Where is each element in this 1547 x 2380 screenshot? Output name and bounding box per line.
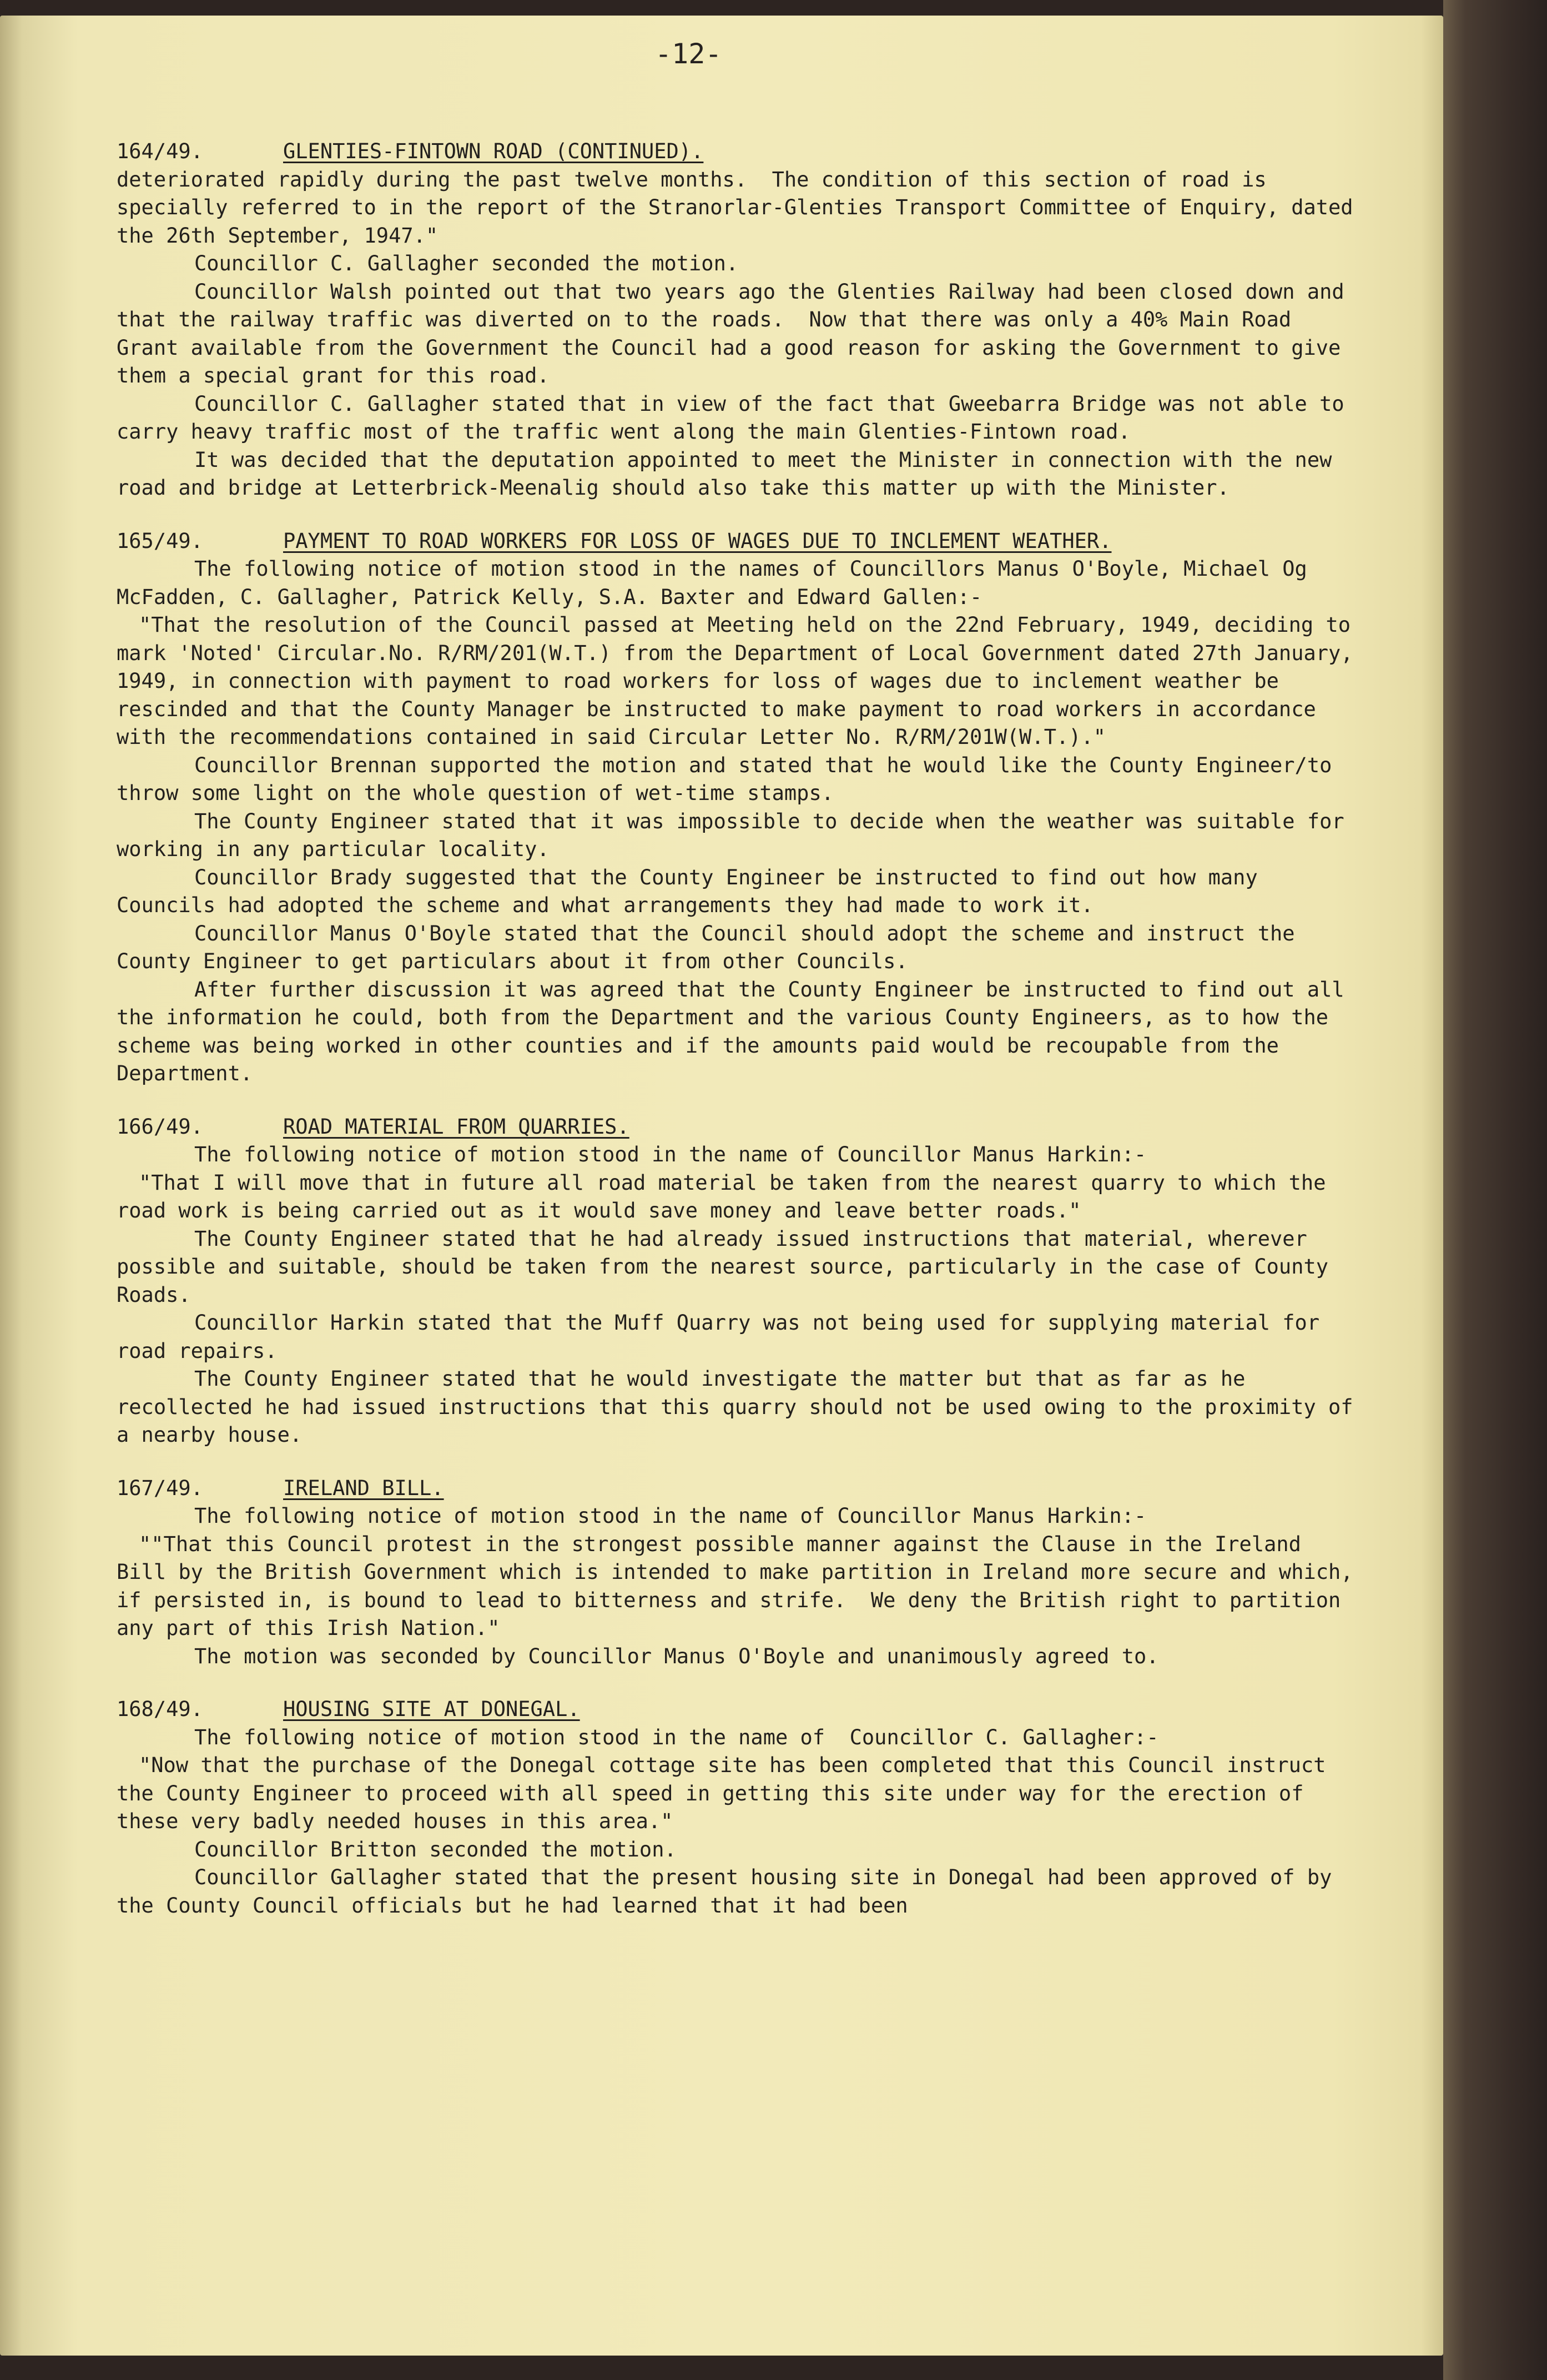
paragraph: Councillor Brennan supported the motion and stated that he would like the County Engineer/to throw some light on the whole question of wet-time stamps. bbox=[117, 753, 1344, 805]
paragraph: It was decided that the deputation appointed to meet the Minister in connection with the new road and bridge at Letterbrick-Meenalig should also take this matter up with the Minister. bbox=[117, 447, 1344, 500]
paragraph: After further discussion it was agreed that the County Engineer be instructed to find out all the information he could, both from the Department and the various County Engineers, as to how the scheme was being worked in other counties and if the amounts paid would be recoupable from the Department. bbox=[117, 977, 1357, 1085]
paragraph: deteriorated rapidly during the past twelve months. The condition of this section of road is specially referred to in the report of the Stranorlar-Glenties Transport Committee of Enquiry, dated the 26th September, 1947." bbox=[117, 167, 1365, 248]
paragraph: Councillor Gallagher stated that the present housing site in Donegal had been approved of by the County Council officials but he had learned that it had been bbox=[117, 1865, 1344, 1918]
section-heading bbox=[117, 1695, 1360, 1724]
minute-number: 168/49. bbox=[117, 1697, 203, 1721]
minute-number: 167/49. bbox=[117, 1476, 203, 1500]
section-title: ROAD MATERIAL FROM QUARRIES. bbox=[283, 1114, 629, 1139]
paragraph: The following notice of motion stood in the names of Councillors Manus O'Boyle, Michael Og McFadden, C. Gallagher, Patrick Kelly, S.A. Baxter and Edward Gallen:- bbox=[117, 557, 1320, 609]
minute-number: 164/49. bbox=[117, 139, 203, 163]
paragraph: The County Engineer stated that he would investigate the matter but that as far as he recollected he had issued instructions that this quarry should not be used owing to the proximity of a nearby house. bbox=[117, 1367, 1365, 1447]
section-title: GLENTIES-FINTOWN ROAD (CONTINUED). bbox=[283, 139, 704, 163]
paragraph: ""That this Council protest in the strongest possible manner against the Clause in the Ireland Bill by the British Government which is intended to make partition in Ireland more secure and which, if persisted in, is bound to lead to bitterness and strife. We deny the British right to partition any part of this Irish Nation." bbox=[117, 1532, 1365, 1640]
paragraph: Councillor Brady suggested that the County Engineer be instructed to find out how many Councils had adopted the scheme and what arrangements they had made to work it. bbox=[117, 865, 1271, 917]
paragraph: "That I will move that in future all road material be taken from the nearest quarry to which the road work is being carried out as it would save money and leave better roads." bbox=[117, 1170, 1338, 1222]
minute-section bbox=[117, 1113, 1365, 1450]
paragraph: The County Engineer stated that he had already issued instructions that material, wherever possible and suitable, should be taken from the nearest source, particularly in the case of County Roads. bbox=[117, 1226, 1341, 1307]
minute-number: 165/49. bbox=[117, 529, 203, 553]
section-heading bbox=[117, 1113, 1360, 1141]
page-number: -12- bbox=[655, 38, 722, 70]
section-heading bbox=[117, 138, 1360, 166]
paragraph: "Now that the purchase of the Donegal cottage site has been completed that this Council instruct the County Engineer to proceed with all speed in getting this site under way for the erection of these very badly needed houses in this area." bbox=[117, 1753, 1338, 1833]
minute-section bbox=[117, 527, 1365, 1088]
paragraph: Councillor C. Gallagher stated that in view of the fact that Gweebarra Bridge was not able to carry heavy traffic most of the traffic went along the main Glenties-Fintown road. bbox=[117, 391, 1357, 444]
paragraph: "That the resolution of the Council passed at Meeting held on the 22nd February, 1949, deciding to mark 'Noted' Circular.No. R/RM/201(W.T.) from the Department of Local Government dated 27th January, 1949, in connection with payment to road workers for loss of wages due to inclement weather be rescinded and that the County Manager be instructed to make payment to road workers in accordance with the recommendations contained in said Circular Letter No. R/RM/201W(W.T.)." bbox=[117, 613, 1365, 749]
paragraph: Councillor Walsh pointed out that two years ago the Glenties Railway had been closed down and that the railway traffic was diverted on to the roads. Now that there was only a 40% Main Road Grant available from the Government the Council had a good reason for asking the Government to give them a special grant for this road. bbox=[117, 279, 1357, 388]
paragraph: Councillor Harkin stated that the Muff Quarry was not being used for supplying material for road repairs. bbox=[117, 1311, 1332, 1363]
paragraph: The following notice of motion stood in the name of Councillor Manus Harkin:- bbox=[194, 1504, 1147, 1528]
paragraph: Councillor Manus O'Boyle stated that the Council should adopt the scheme and instruct the County Engineer to get particulars about it from other Councils. bbox=[117, 921, 1307, 973]
section-title: IRELAND BILL. bbox=[283, 1476, 444, 1500]
paragraph: The following notice of motion stood in the name of Councillor C. Gallagher:- bbox=[194, 1725, 1159, 1749]
section-title: HOUSING SITE AT DONEGAL. bbox=[283, 1697, 580, 1721]
section-title: PAYMENT TO ROAD WORKERS FOR LOSS OF WAGES DUE TO INCLEMENT WEATHER. bbox=[283, 529, 1112, 553]
paragraph: Councillor Britton seconded the motion. bbox=[194, 1837, 677, 1861]
paragraph: The County Engineer stated that it was impossible to decide when the weather was suitable for working in any particular locality. bbox=[117, 809, 1357, 861]
section-heading bbox=[117, 527, 1360, 556]
minutes-body bbox=[117, 138, 1365, 1920]
paper-sheet bbox=[0, 16, 1443, 2356]
section-heading bbox=[117, 1475, 1360, 1503]
paragraph: The motion was seconded by Councillor Manus O'Boyle and unanimously agreed to. bbox=[194, 1644, 1159, 1668]
paragraph: The following notice of motion stood in the name of Councillor Manus Harkin:- bbox=[194, 1143, 1147, 1166]
minute-number: 166/49. bbox=[117, 1114, 203, 1139]
minute-section bbox=[117, 1475, 1365, 1671]
paragraph: Councillor C. Gallagher seconded the motion. bbox=[194, 251, 739, 275]
minute-section bbox=[117, 138, 1365, 502]
minute-section bbox=[117, 1695, 1360, 1920]
book-binding bbox=[1443, 0, 1547, 2380]
